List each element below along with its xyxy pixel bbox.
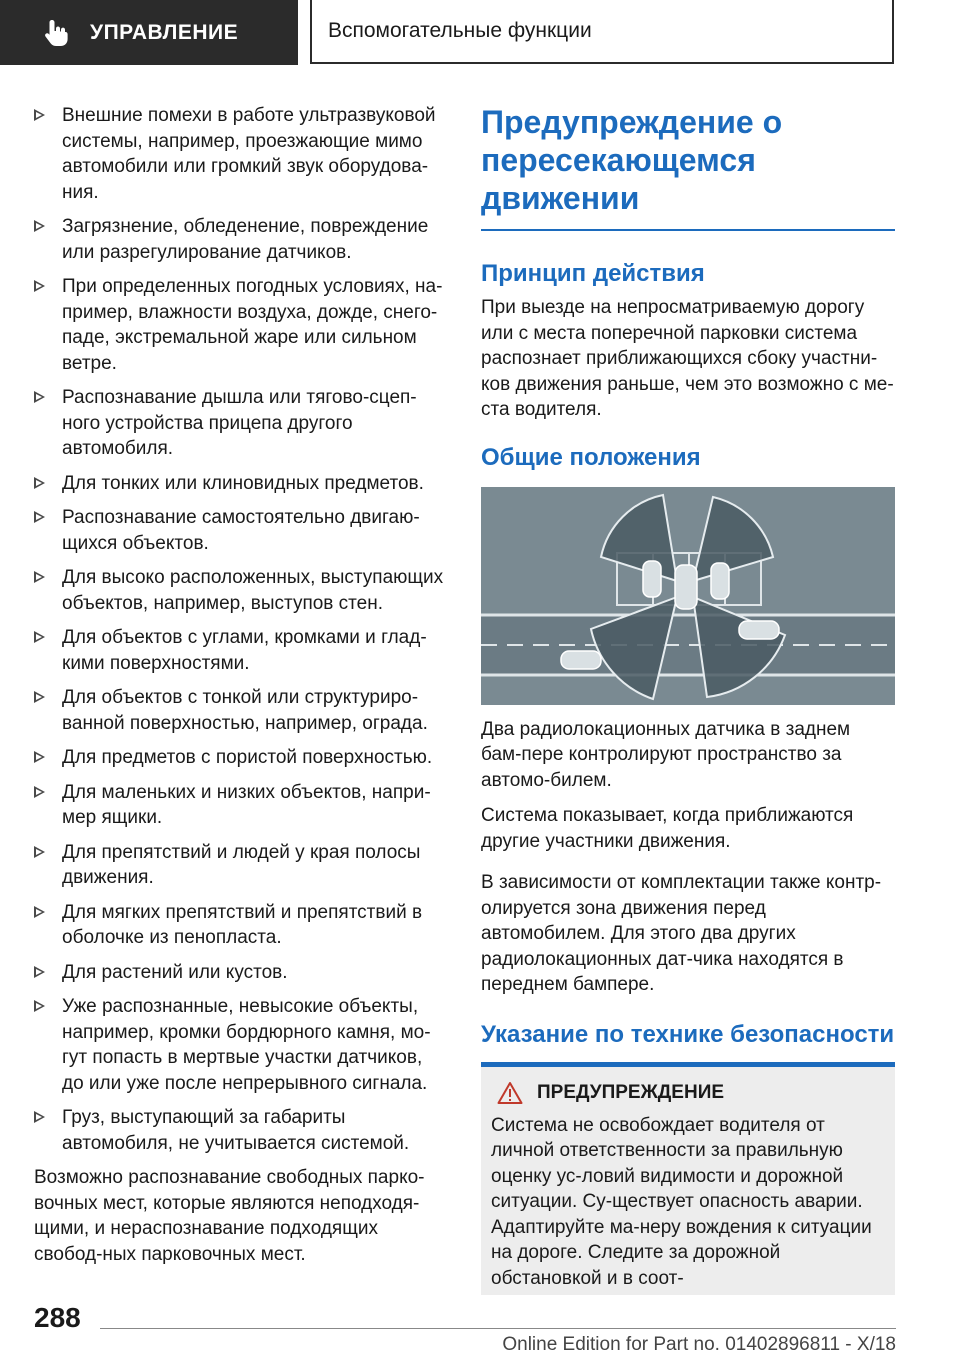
bullet-triangle-icon — [34, 109, 45, 121]
edition-note: Online Edition for Part no. 01402896811 - X/18 — [502, 1334, 896, 1355]
principle-text: При выезде на непросматриваемую дорогу или с места поперечной парковки система распознает приближающихся сбоку участни-ков движения раньше, чем это возможно с ме-ста водителя. — [481, 297, 894, 420]
list-item: Для препятствий и людей у края полосы движения. — [34, 840, 446, 891]
footer-divider — [100, 1328, 896, 1329]
warning-box — [481, 1067, 895, 1296]
general-text-1: Два радиолокационных датчика в заднем бам-пере контролируют пространство за автомо-билем. — [481, 718, 851, 791]
bullet-triangle-icon — [34, 691, 45, 703]
bullet-triangle-icon — [34, 751, 45, 763]
page-title: Предупреждение о пересекающемся движении — [481, 103, 895, 231]
list-item: Для объектов с углами, кромками и глад-кими поверхностями. — [34, 625, 446, 676]
warning-header — [497, 1081, 885, 1105]
list-item: При определенных погодных условиях, на-пример, влажности воздуха, дожде, снего-паде, экстремальной жаре или сильном ветре. — [34, 274, 446, 376]
bullet-triangle-icon — [34, 391, 45, 403]
bullet-triangle-icon — [34, 631, 45, 643]
warning-triangle-icon — [497, 1081, 523, 1105]
right-column — [481, 103, 895, 1295]
bullet-triangle-icon — [34, 1000, 45, 1012]
chapter-tab[interactable] — [0, 0, 298, 65]
general-heading: Общие положения — [481, 443, 701, 471]
list-item: Груз, выступающий за габариты автомобиля, не учитывается системой. — [34, 1105, 446, 1156]
bullet-triangle-icon — [34, 966, 45, 978]
list-item: Для мягких препятствий и препятствий в оболочке из пенопласта. — [34, 900, 446, 951]
bullet-triangle-icon — [34, 786, 45, 798]
warning-title: ПРЕДУПРЕЖДЕНИЕ — [537, 1081, 725, 1103]
list-item: Для предметов с пористой поверхностью. — [34, 745, 446, 771]
bullet-triangle-icon — [34, 1111, 45, 1123]
hand-pointer-icon — [40, 17, 72, 49]
section-title: Вспомогательные функции — [310, 0, 894, 64]
list-item: Загрязнение, обледенение, повреждение или разрегулирование датчиков. — [34, 214, 446, 265]
list-item: Для высоко расположенных, выступающих объектов, например, выступов стен. — [34, 565, 446, 616]
list-item: Уже распознанные, невысокие объекты, например, кромки бордюрного камня, мо-гут попасть в мертвые участки датчиков, до или уже после непрерывного сигнала. — [34, 994, 446, 1096]
left-column — [34, 103, 446, 1267]
bullet-triangle-icon — [34, 220, 45, 232]
list-item: Для растений или кустов. — [34, 960, 446, 986]
principle-heading: Принцип действия — [481, 260, 705, 287]
parking-space-note: Возможно распознавание свободных парко-вочных мест, которые являются неподходя-щими, и нераспознавание подходящих свобод-ных парковочных мест. — [34, 1167, 425, 1265]
list-item: Для маленьких и низких объектов, напри-мер ящики. — [34, 780, 446, 831]
bullet-triangle-icon — [34, 477, 45, 489]
bullet-triangle-icon — [34, 571, 45, 583]
limitations-list — [34, 103, 446, 1156]
bullet-triangle-icon — [34, 280, 45, 292]
page-number: 288 — [34, 1302, 81, 1333]
cross-traffic-illustration — [481, 487, 895, 705]
general-text-3: В зависимости от комплектации также контр-олируется зона движения перед автомобилем. Для этого два других радиолокационных дат-чика находятся в переднем бампере. — [481, 872, 882, 995]
list-item: Для объектов с тонкой или структуриро-ванной поверхностью, например, ограда. — [34, 685, 446, 736]
chapter-tab-label: УПРАВЛЕНИЕ — [90, 20, 239, 44]
list-item: Распознавание самостоятельно двигаю-щихся объектов. — [34, 505, 446, 556]
general-text-2: Система показывает, когда приближаются другие участники движения. — [481, 805, 854, 852]
list-item: Распознавание дышла или тягово-сцеп-ного устройства прицепа другого автомобиля. — [34, 385, 446, 462]
warning-text: Система не освобождает водителя от личной ответственности за правильную оценку ус-ловий видимости и дорожной ситуации. Су-ществует опасность аварии. Адаптируйте ма-неру вождения к ситуации на дороге. Следите за дорожной обстановкой и в соот- — [491, 1114, 872, 1289]
list-item: Для тонких или клиновидных предметов. — [34, 471, 446, 497]
list-item: Внешние помехи в работе ультразвуковой системы, например, проезжающие мимо автомобили или громкий звук оборудова-ния. — [34, 103, 446, 205]
bullet-triangle-icon — [34, 511, 45, 523]
bullet-triangle-icon — [34, 846, 45, 858]
safety-heading: Указание по технике безопасности — [481, 1020, 895, 1067]
bullet-triangle-icon — [34, 906, 45, 918]
